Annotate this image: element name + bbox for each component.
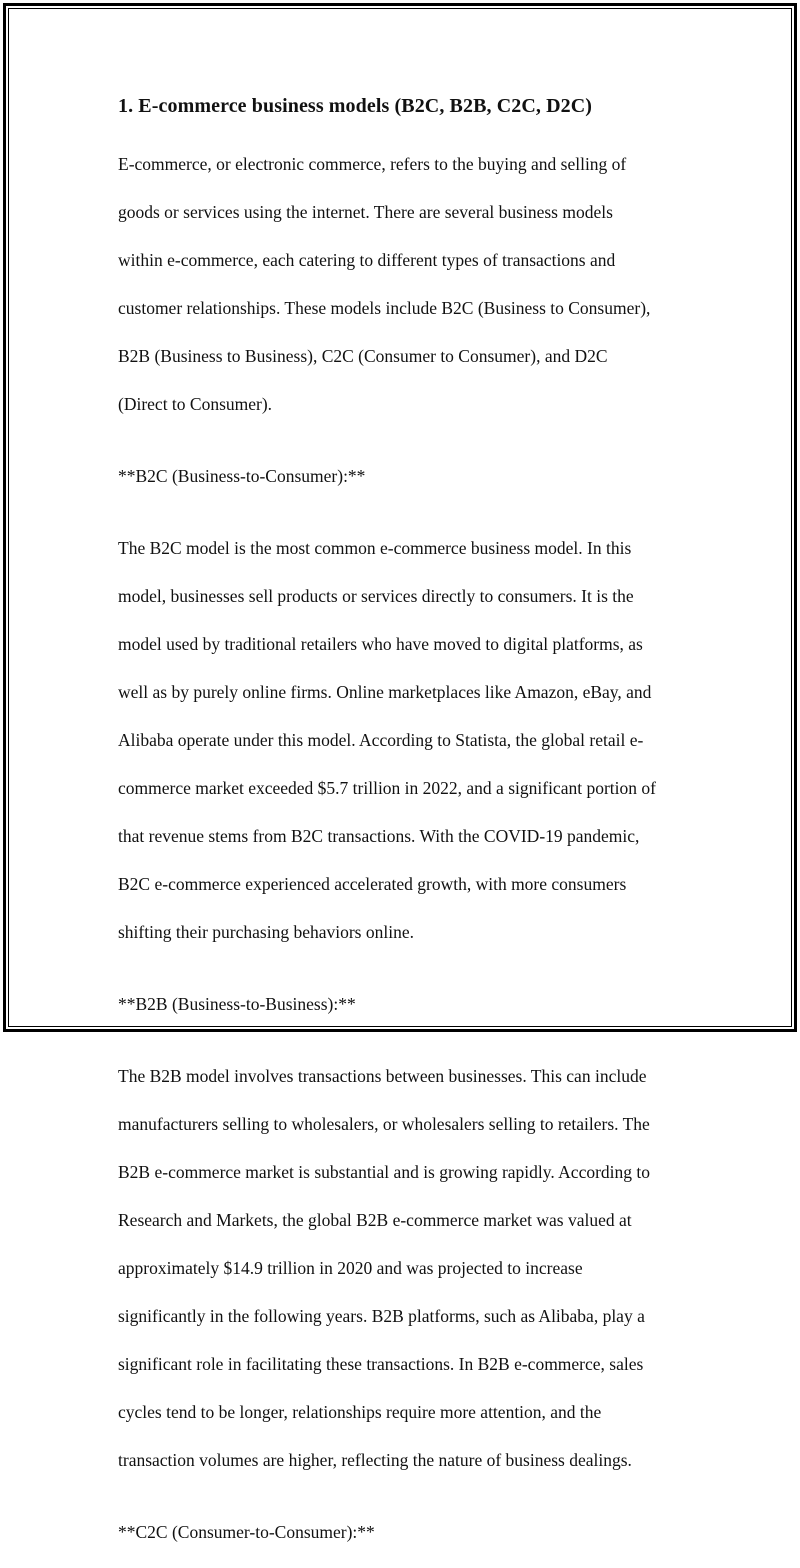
b2b-heading: **B2B (Business-to-Business):** [118, 994, 356, 1014]
b2b-line: approximately $14.9 trillion in 2020 and was projected to increase [118, 1258, 583, 1278]
intro-line: goods or services using the internet. There are several business models [118, 202, 613, 222]
b2c-line: model, businesses sell products or services directly to consumers. It is the [118, 586, 634, 606]
b2c-line: that revenue stems from B2C transactions. With the COVID-19 pandemic, [118, 826, 640, 846]
document-title: 1. E-commerce business models (B2C, B2B, C2C, D2C) [118, 95, 593, 117]
b2b-line: manufacturers selling to wholesalers, or wholesalers selling to retailers. The [118, 1114, 650, 1134]
b2b-line: cycles tend to be longer, relationships require more attention, and the [118, 1402, 602, 1422]
b2c-paragraph [118, 512, 698, 968]
c2c-heading: **C2C (Consumer-to-Consumer):** [118, 1522, 375, 1542]
b2b-paragraph [118, 1040, 698, 1496]
b2c-line: model used by traditional retailers who have moved to digital platforms, as [118, 634, 643, 654]
b2b-line: significantly in the following years. B2B platforms, such as Alibaba, play a [118, 1306, 645, 1326]
intro-line: E-commerce, or electronic commerce, refers to the buying and selling of [118, 154, 627, 174]
b2b-line: Research and Markets, the global B2B e-commerce market was valued at [118, 1210, 632, 1230]
intro-line: customer relationships. These models include B2C (Business to Consumer), [118, 298, 651, 318]
intro-paragraph [118, 128, 698, 440]
b2b-line: B2B e-commerce market is substantial and is growing rapidly. According to [118, 1162, 651, 1182]
b2b-line: The B2B model involves transactions between businesses. This can include [118, 1066, 647, 1086]
b2b-line: transaction volumes are higher, reflecting the nature of business dealings. [118, 1450, 632, 1470]
intro-line: (Direct to Consumer). [118, 394, 273, 414]
b2c-line: B2C e-commerce experienced accelerated growth, with more consumers [118, 874, 627, 894]
intro-line: within e-commerce, each catering to different types of transactions and [118, 250, 616, 270]
b2c-line: The B2C model is the most common e-commerce business model. In this [118, 538, 632, 558]
b2c-line: Alibaba operate under this model. According to Statista, the global retail e- [118, 730, 644, 750]
b2c-line: commerce market exceeded $5.7 trillion in 2022, and a significant portion of [118, 778, 656, 798]
b2b-line: significant role in facilitating these transactions. In B2B e-commerce, sales [118, 1354, 644, 1374]
intro-line: B2B (Business to Business), C2C (Consumer to Consumer), and D2C [118, 346, 608, 366]
b2c-line: well as by purely online firms. Online marketplaces like Amazon, eBay, and [118, 682, 652, 702]
b2c-heading: **B2C (Business-to-Consumer):** [118, 466, 366, 486]
b2c-line: shifting their purchasing behaviors online. [118, 922, 414, 942]
document-body [118, 92, 698, 1568]
